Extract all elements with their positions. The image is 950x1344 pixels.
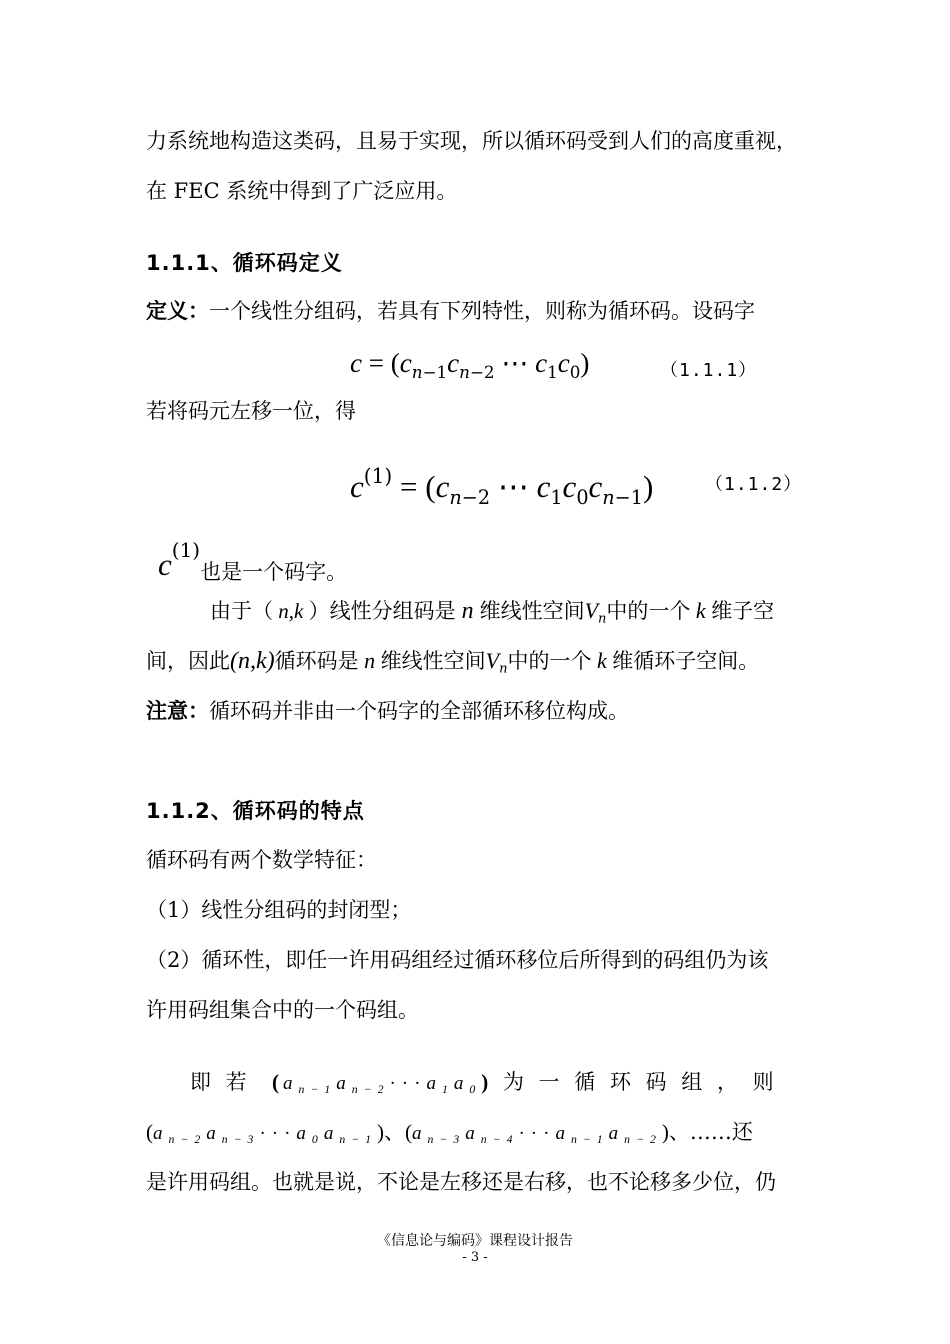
footer-page-number: - 3 -	[462, 1250, 488, 1265]
paragraph-example-line2: $(a_{n-2}a_{n-3}\cdot\cdot\cdot a_0a_{n-1})$、$(a_{n-3}a_{n-4}\cdot\cdot\cdot a_{n-1}a_{n-2})$、……还	[146, 1120, 753, 1147]
footer-title: 《信息论与编码》课程设计报告	[377, 1233, 573, 1249]
paragraph-intro-line1: 力系统地构造这类码，且易于实现，所以循环码受到人们的高度重视，	[146, 129, 797, 153]
features-intro: 循环码有两个数学特征：	[146, 848, 377, 872]
equation-2-number: （1.1.2）	[705, 474, 803, 495]
definition-text: 一个线性分组码，若具有下列特性，则称为循环码。设码字	[209, 299, 755, 323]
paragraph-intro-line2: 在 FEC 系统中得到了广泛应用。	[146, 179, 458, 203]
section-heading-112: 1.1.2、循环码的特点	[146, 799, 365, 823]
paragraph-example-line3: 是许用码组。也就是说，不论是左移还是右移，也不论移多少位，仍	[146, 1170, 776, 1194]
section-heading-111: 1.1.1、循环码定义	[146, 251, 343, 275]
equation-2: $c^{(1)} = (c_{n-2}$ ⋯ $c_1c_0c_{n-1}$)	[350, 464, 654, 509]
paragraph-subspace-line1: 由于（ n,k ）线性分组码是 n 维线性空间$V_n$中的一个 k 维子空	[210, 598, 775, 627]
paragraph-example-line1: 即 若 $(a_{n-1}a_{n-2}\cdot\cdot\cdot a_1a_0)$ 为 一 循 环 码 组 ， 则	[190, 1070, 778, 1097]
equation-1: $c = (c_{n-1}c_{n-2}$ ⋯ $c_1c_0$)	[350, 348, 590, 382]
equation-1-number: （1.1.1）	[660, 360, 758, 381]
feature-2-line1: （2）循环性，即任一许用码组经过循环移位后所得到的码组仍为该	[146, 948, 769, 972]
definition-line	[146, 296, 755, 326]
definition-label: 定义：	[146, 298, 209, 323]
codeword-statement: c(1)也是一个码字。	[158, 538, 348, 584]
shift-text: 若将码元左移一位，得	[146, 399, 356, 423]
paragraph-subspace-line2: 间，因此(n,k)循环码是 n 维线性空间$V_n$中的一个 k 维循环子空间。	[146, 648, 760, 677]
feature-2-line2: 许用码组集合中的一个码组。	[146, 998, 419, 1022]
feature-1: （1）线性分组码的封闭型；	[146, 898, 412, 922]
note-line: 注意：循环码并非由一个码字的全部循环移位构成。	[146, 698, 629, 723]
